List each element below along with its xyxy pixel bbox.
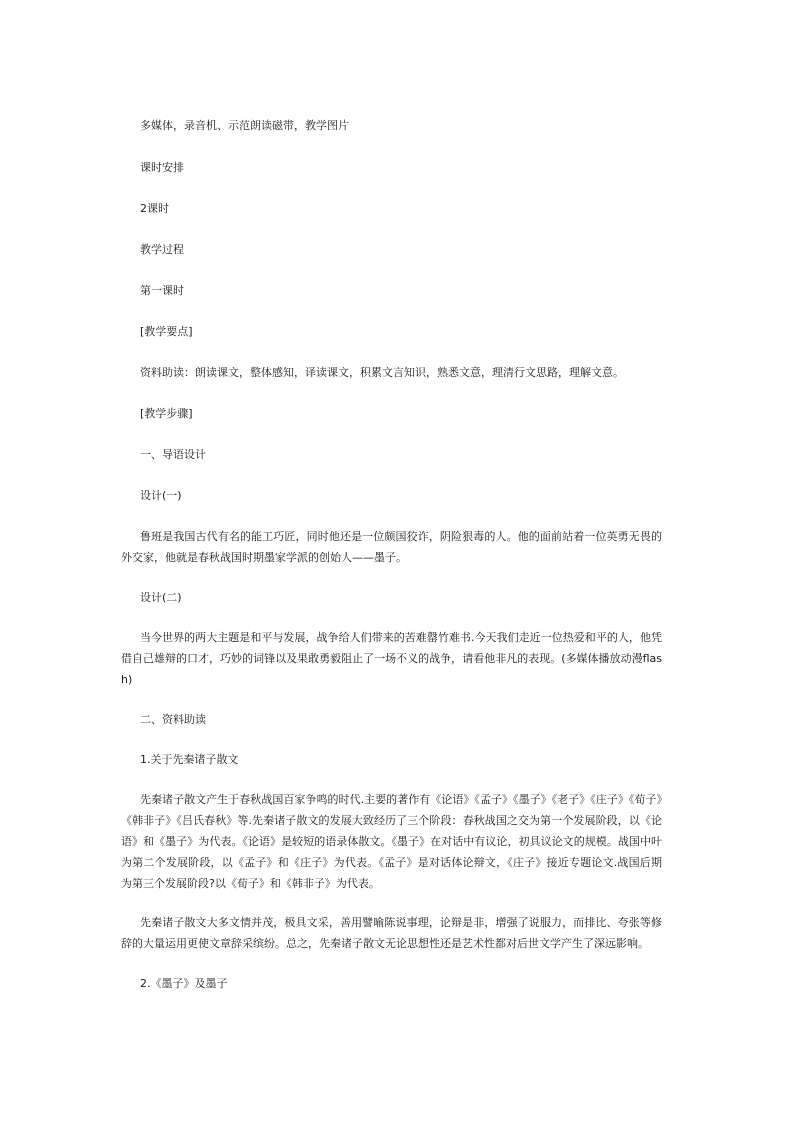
prose-paragraph-two: 先秦诸子散文大多文情并茂，极具文采，善用譬喻陈说事理，论辩是非，增强了说服力，而排比、夸张等修辞的大量运用更使文章辞采缤纷。总之，先秦诸子散文无论思想性还是艺术性都对后世文学产生了深远影响。 — [121, 916, 662, 950]
design-one-heading: 设计(一) — [140, 489, 182, 502]
prose-paragraph-one: 先秦诸子散文产生于春秋战国百家争鸣的时代.主要的著作有《论语》《孟子》《墨子》《老子》《庄子》《荀子》《韩非子》《吕氏春秋》等.先秦诸子散文的发展大致经历了三个阶段：春秋战国之交为第一个发展阶段，以《论语》和《墨子》为代表。《论语》是较短的语录体散文。《墨子》在对话中有议论，初具议论文的规模。战国中叶为第二个发展阶段，以《孟子》和《庄子》为代表。《孟子》是对话体论辩文，《庄子》接近专题论文.战国后期为第三个发展阶段?以《荀子》和《韩非子》为代表。 — [121, 793, 662, 890]
key-points-text: 资料助读：朗读课文，整体感知，译读课文，积累文言知识，熟悉文意，理清行文思路，理解文意。 — [140, 366, 624, 379]
process-heading: 教学过程 — [140, 243, 184, 256]
document-body — [121, 116, 662, 994]
steps-heading: [教学步骤] — [140, 407, 193, 420]
schedule-value: 2课时 — [140, 202, 169, 215]
design-two-heading: 设计(二) — [140, 591, 182, 604]
design-two-paragraph: 当今世界的两大主题是和平与发展，战争给人们带来的苦难罄竹难书.今天我们走近一位热爱和平的人，他凭借自己雄辩的口才，巧妙的词锋以及果敢勇毅阻止了一场不义的战争，请看他非凡的表现。(多媒体播放动漫flash) — [121, 631, 662, 686]
key-points-heading: [教学要点] — [140, 325, 193, 338]
design-one-paragraph: 鲁班是我国古代有名的能工巧匠，同时他还是一位颇国狡诈，阴险狠毒的人。他的面前站着一位英勇无畏的外交家，他就是春秋战国时期墨家学派的创始人——墨子。 — [121, 530, 662, 564]
materials-line: 多媒体，录音机、示范朗读磁带，教学图片 — [140, 119, 349, 132]
reading-heading: 二、资料助读 — [140, 713, 206, 726]
intro-heading: 一、导语设计 — [140, 448, 206, 461]
schedule-heading: 课时安排 — [140, 161, 184, 174]
mozi-heading: 2.《墨子》及墨子 — [140, 977, 228, 990]
first-lesson-heading: 第一课时 — [140, 284, 184, 297]
about-prose-heading: 1.关于先秦诸子散文 — [140, 753, 239, 766]
